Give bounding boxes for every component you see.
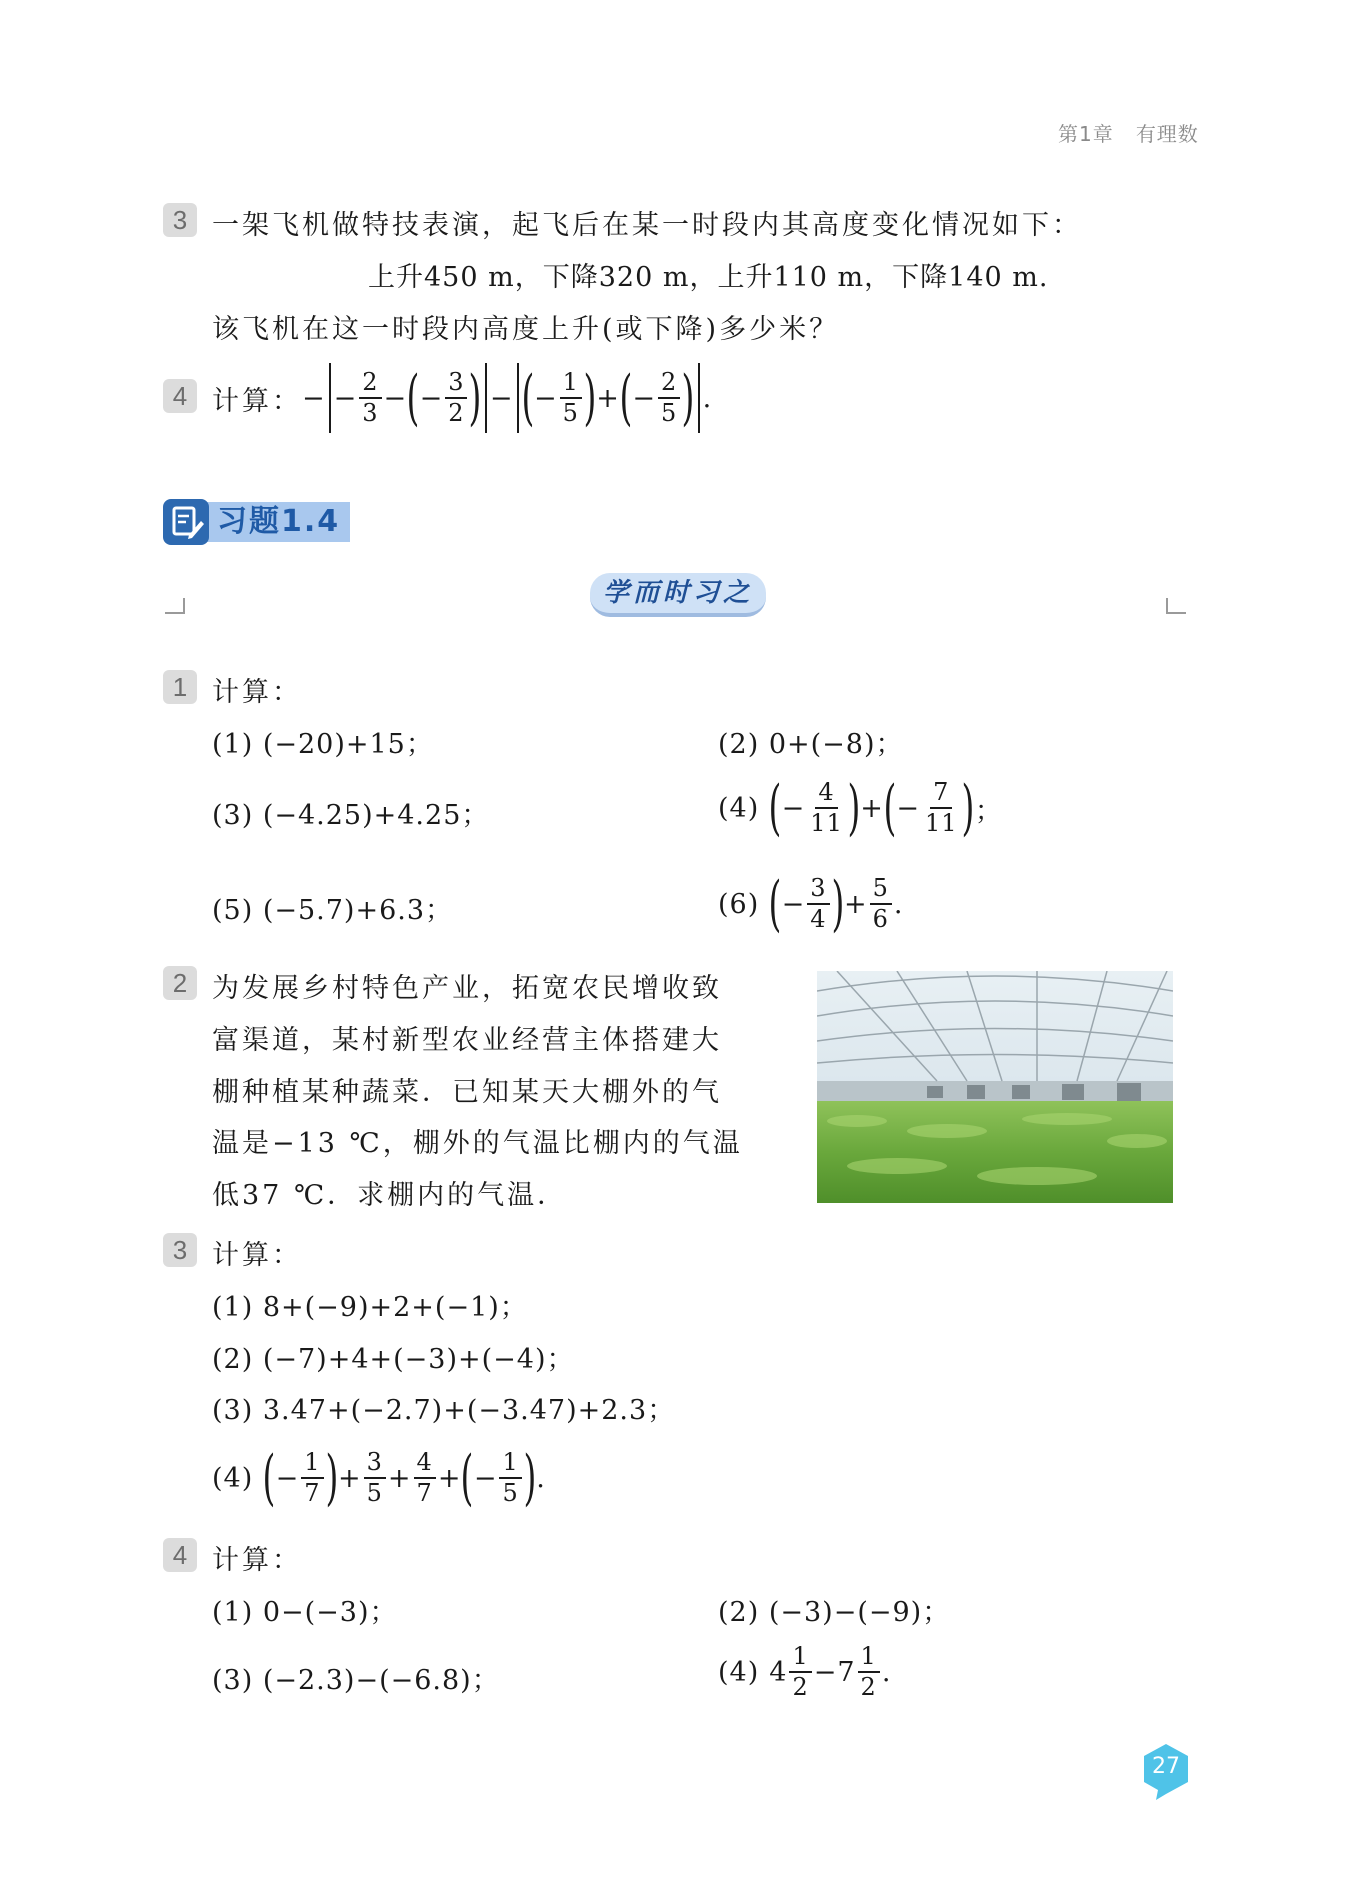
math-text: − bbox=[419, 382, 444, 414]
exercise-2-line-4: 温是−13 ℃，棚外的气温比棚内的气温 bbox=[212, 1128, 743, 1159]
math-text: + bbox=[844, 888, 868, 920]
exercise-section-tag bbox=[163, 500, 350, 544]
math-text: − bbox=[302, 382, 326, 414]
fraction: $\frac{3}{2}$ bbox=[445, 370, 467, 426]
paren: ( bbox=[406, 363, 421, 433]
exercise-number-badge: 1 bbox=[163, 670, 197, 704]
exercise-2-line-3: 棚种植某种蔬菜．已知某天大棚外的气 bbox=[212, 1077, 722, 1108]
chapter-title: 有理数 bbox=[1135, 122, 1199, 146]
paren: ( bbox=[883, 773, 897, 843]
exercise-1-item-6 bbox=[718, 864, 904, 944]
math-text: − bbox=[489, 382, 514, 414]
exercise-2-line-2: 富渠道，某村新型农业经营主体搭建大 bbox=[212, 1025, 722, 1056]
math-text: −7 bbox=[813, 1656, 856, 1688]
exercise-1-label: 计算： bbox=[212, 677, 302, 708]
exercise-4-item-2: (2) (−3)−(−9)； bbox=[718, 1597, 951, 1628]
math-text: 4 bbox=[769, 1656, 788, 1688]
exercise-1-item-1: (1) (−20)+15； bbox=[212, 729, 434, 760]
pencil-note-icon bbox=[163, 499, 209, 545]
math-text: − bbox=[275, 1462, 300, 1494]
problem-3-line-3: 该飞机在这一时段内高度上升(或下降)多少米？ bbox=[212, 314, 840, 345]
page-number: 27 bbox=[1152, 1754, 1180, 1779]
problem-number-badge: 3 bbox=[163, 203, 197, 237]
fraction: $\frac{5}{6}$ bbox=[870, 876, 892, 932]
exercise-3-item-2: (2) (−7)+4+(−3)+(−4)； bbox=[212, 1344, 575, 1375]
math-text: + bbox=[338, 1462, 362, 1494]
math-text: − bbox=[473, 1462, 498, 1494]
paren: ) bbox=[325, 1443, 339, 1513]
math-text: + bbox=[860, 792, 884, 824]
paren: ) bbox=[681, 363, 696, 433]
paren: ( bbox=[460, 1443, 475, 1513]
corner-mark bbox=[165, 598, 185, 614]
exercise-4-item-1: (1) 0−(−3)； bbox=[212, 1597, 398, 1628]
exercise-1-item-2: (2) 0+(−8)； bbox=[718, 729, 904, 760]
exercise-2-line-1: 为发展乡村特色产业，拓宽农民增收致 bbox=[212, 973, 722, 1004]
math-text: . bbox=[893, 888, 904, 920]
problem-number-badge: 4 bbox=[163, 379, 197, 413]
problem-4-expression bbox=[212, 358, 712, 438]
problem-3-line-2: 上升450 m，下降320 m，上升110 m，下降140 m. bbox=[368, 262, 1049, 293]
paren: ( bbox=[262, 1443, 277, 1513]
abs-bar bbox=[329, 363, 331, 433]
fraction: $\frac{3}{4}$ bbox=[807, 876, 829, 932]
math-text: + bbox=[387, 1462, 412, 1494]
fraction: $\frac{1}{2}$ bbox=[858, 1644, 880, 1700]
exercise-1-item-4 bbox=[718, 768, 1003, 848]
fraction: $\frac{1}{5}$ bbox=[560, 370, 582, 426]
abs-bar bbox=[517, 363, 519, 433]
exercise-3-item-3: (3) 3.47+(−2.7)+(−3.47)+2.3； bbox=[212, 1395, 676, 1426]
fraction: $\frac{3}{5}$ bbox=[364, 1450, 386, 1506]
fraction: $\frac{4}{11}$ bbox=[810, 777, 843, 837]
math-text: − bbox=[533, 382, 558, 414]
fraction: $\frac{2}{3}$ bbox=[359, 370, 381, 426]
math-text: . bbox=[536, 1462, 546, 1494]
fraction: $\frac{1}{7}$ bbox=[301, 1450, 323, 1506]
math-text: . bbox=[702, 382, 713, 414]
fraction: $\frac{4}{7}$ bbox=[414, 1450, 436, 1506]
fraction: $\frac{7}{11}$ bbox=[924, 777, 958, 837]
exercise-2-line-5: 低37 ℃．求棚内的气温． bbox=[212, 1180, 568, 1211]
exercise-3-label: 计算： bbox=[212, 1240, 302, 1271]
math-text: ； bbox=[974, 795, 1003, 827]
greenhouse-photo bbox=[817, 971, 1173, 1203]
paren: ) bbox=[961, 773, 976, 843]
paren: ( bbox=[619, 363, 633, 433]
exercise-number-badge: 2 bbox=[163, 966, 197, 1000]
math-text: − bbox=[781, 888, 806, 920]
math-text: + bbox=[437, 1462, 462, 1494]
section-title: 习题1.4 bbox=[203, 502, 350, 542]
paren: ( bbox=[768, 773, 783, 843]
exercise-4-item-4 bbox=[718, 1632, 891, 1712]
exercise-1-item-5: (5) (−5.7)+6.3； bbox=[212, 895, 454, 926]
paren: ( bbox=[521, 363, 535, 433]
chapter-number: 第1章 bbox=[1058, 122, 1114, 146]
paren: ( bbox=[768, 869, 783, 939]
math-text: − bbox=[383, 382, 408, 414]
math-text: − bbox=[632, 382, 656, 414]
problem-4-label: 计算： bbox=[212, 385, 302, 417]
exercise-4-label: 计算： bbox=[212, 1545, 302, 1576]
exercise-3-item-4 bbox=[212, 1438, 546, 1518]
corner-mark bbox=[1166, 598, 1186, 614]
problem-3-line-1: 一架飞机做特技表演，起飞后在某一时段内其高度变化情况如下： bbox=[212, 210, 1082, 241]
paren: ) bbox=[468, 363, 483, 433]
item-prefix: (4) bbox=[212, 1462, 254, 1494]
fraction: $\frac{2}{5}$ bbox=[658, 370, 680, 426]
math-text: − bbox=[896, 792, 920, 824]
math-text: + bbox=[596, 382, 620, 414]
exercise-number-badge: 3 bbox=[163, 1233, 197, 1267]
page-number-badge bbox=[1138, 1742, 1194, 1798]
math-text: − bbox=[781, 792, 806, 824]
abs-bar bbox=[485, 363, 487, 433]
paren: ) bbox=[831, 869, 845, 939]
item-prefix: (4) bbox=[718, 1656, 760, 1688]
math-text: − bbox=[333, 382, 358, 414]
chapter-header bbox=[1058, 118, 1199, 147]
item-prefix: (4) bbox=[718, 792, 760, 824]
fraction: $\frac{1}{2}$ bbox=[789, 1644, 811, 1700]
math-text: . bbox=[881, 1656, 892, 1688]
paren: ) bbox=[847, 773, 861, 843]
paren: ) bbox=[583, 363, 597, 433]
exercise-number-badge: 4 bbox=[163, 1538, 197, 1572]
exercise-3-item-1: (1) 8+(−9)+2+(−1)； bbox=[212, 1292, 528, 1323]
exercise-4-item-3: (3) (−2.3)−(−6.8)； bbox=[212, 1665, 500, 1696]
exercise-1-item-3: (3) (−4.25)+4.25； bbox=[212, 800, 490, 831]
abs-bar bbox=[698, 363, 700, 433]
fraction: $\frac{1}{5}$ bbox=[499, 1450, 521, 1506]
section-banner: 学而时习之 bbox=[590, 573, 766, 617]
item-prefix: (6) bbox=[718, 888, 760, 920]
paren: ) bbox=[523, 1443, 537, 1513]
